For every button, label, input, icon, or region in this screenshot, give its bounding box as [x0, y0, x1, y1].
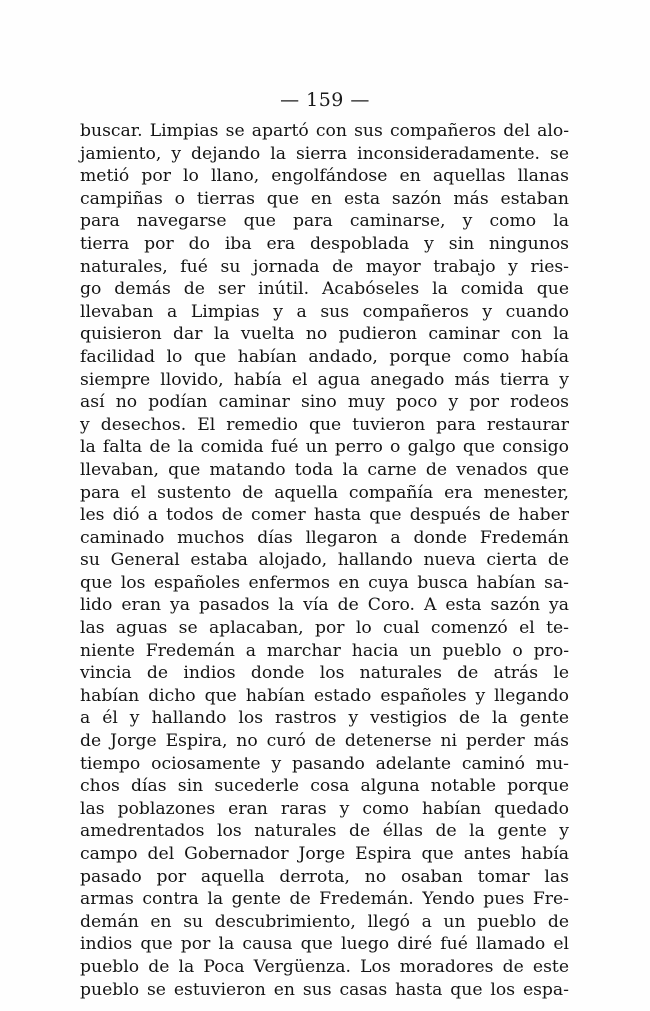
- text-line: amedrentados los naturales de éllas de la gente y: [80, 821, 569, 842]
- text-line: siempre llovido, había el agua anegado más tierra y: [80, 369, 569, 390]
- text-line: así no podían caminar sino muy poco y por rodeos: [80, 392, 569, 413]
- body-text: [80, 120, 569, 1001]
- text-line: para el sustento de aquella compañía era menester,: [80, 482, 569, 503]
- text-line: para navegarse que para caminarse, y como la: [80, 211, 569, 232]
- text-line: su General estaba alojado, hallando nueva cierta de: [80, 550, 569, 571]
- text-line: pueblo se estuvieron en sus casas hasta que los espa-: [80, 979, 569, 1000]
- text-line: vincia de indios donde los naturales de atrás le: [80, 663, 569, 684]
- text-line: pasado por aquella derrota, no osaban tomar las: [80, 866, 569, 887]
- text-line: la falta de la comida fué un perro o galgo que consigo: [80, 437, 569, 458]
- text-line: y desechos. El remedio que tuvieron para restaurar: [80, 414, 569, 435]
- text-line: campo del Gobernador Jorge Espira que antes había: [80, 844, 569, 864]
- text-line: go demás de ser inútil. Acabóseles la comida que: [80, 279, 569, 300]
- text-line: tierra por do iba era despoblada y sin ningunos: [80, 233, 569, 254]
- text-line: facilidad lo que habían andado, porque como había: [80, 346, 569, 367]
- text-line: lido eran ya pasados la vía de Coro. A esta sazón ya: [80, 595, 569, 616]
- text-line: las aguas se aplacaban, por lo cual comenzó el te-: [80, 618, 569, 639]
- text-line: indios que por la causa que luego diré fué llamado el: [80, 934, 569, 955]
- text-line: niente Fredemán a marchar hacia un pueblo o pro-: [80, 640, 569, 661]
- text-line: las poblazones eran raras y como habían quedado: [80, 798, 569, 819]
- text-line: que los españoles enfermos en cuya busca habían sa-: [80, 572, 569, 593]
- text-line: tiempo ociosamente y pasando adelante caminó mu-: [80, 753, 569, 774]
- text-line: metió por lo llano, engolfándose en aquellas llanas: [80, 166, 569, 187]
- text-line: llevaban a Limpias y a sus compañeros y cuando: [80, 301, 569, 322]
- text-line: a él y hallando los rastros y vestigios de la gente: [80, 708, 569, 729]
- text-line: campiñas o tierras que en esta sazón más estaban: [80, 188, 569, 209]
- text-line: pueblo de la Poca Vergüenza. Los moradores de este: [80, 956, 569, 977]
- text-line: habían dicho que habían estado españoles y llegando: [80, 685, 569, 706]
- text-line: demán en su descubrimiento, llegó a un pueblo de: [80, 911, 569, 932]
- text-line: chos días sin sucederle cosa alguna notable porque: [80, 776, 569, 797]
- text-line: quisieron dar la vuelta no pudieron caminar con la: [80, 324, 569, 345]
- page-number: — 159 —: [280, 89, 370, 111]
- text-line: jamiento, y dejando la sierra inconsideradamente. se: [80, 143, 569, 164]
- text-line: buscar. Limpias se apartó con sus compañeros del alo-: [80, 121, 569, 141]
- text-line: les dió a todos de comer hasta que después de haber: [80, 505, 569, 526]
- text-line: caminado muchos días llegaron a donde Fredemán: [80, 527, 569, 548]
- text-line: naturales, fué su jornada de mayor trabajo y ries-: [80, 256, 569, 277]
- text-line: de Jorge Espira, no curó de detenerse ni perder más: [80, 731, 569, 752]
- text-line: armas contra la gente de Fredemán. Yendo pues Fre-: [80, 889, 569, 910]
- text-line: llevaban, que matando toda la carne de venados que: [80, 459, 569, 480]
